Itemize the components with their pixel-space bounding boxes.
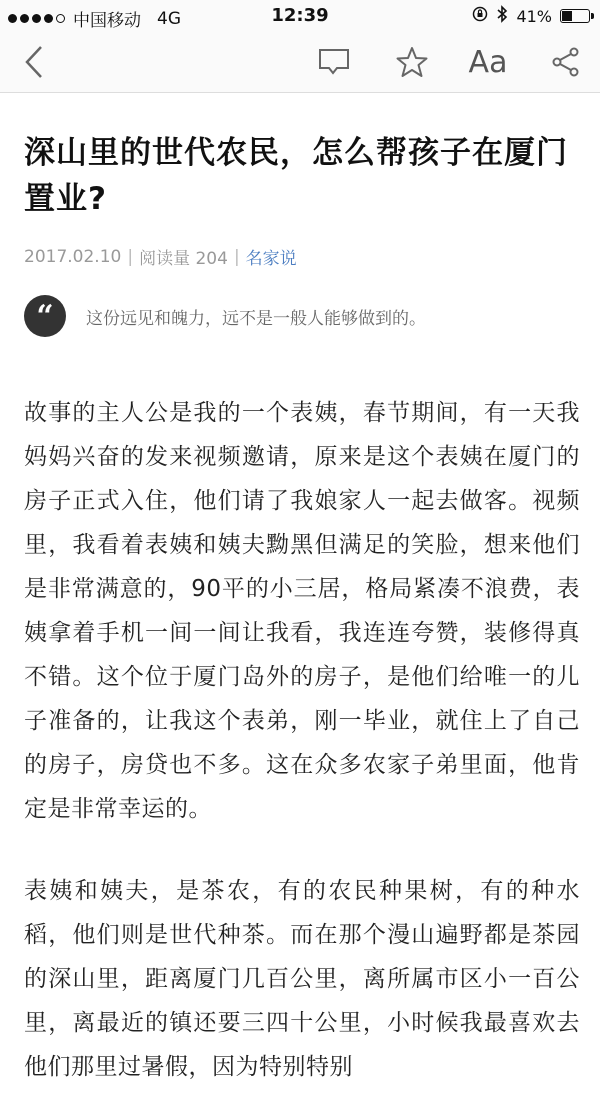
favorite-button[interactable]	[390, 40, 434, 84]
chevron-left-icon	[23, 44, 45, 80]
meta-separator: |	[127, 246, 134, 267]
status-right	[472, 5, 590, 27]
article-meta	[24, 244, 580, 269]
publish-date: 2017.02.10	[24, 246, 122, 267]
star-icon	[396, 46, 428, 78]
status-time: 12:39	[271, 5, 329, 26]
summary-text: 这份远见和魄力，远不是一般人能够做到的。	[86, 308, 426, 329]
status-bar	[0, 0, 600, 32]
comment-button[interactable]	[312, 40, 356, 84]
orientation-lock-icon	[472, 6, 488, 26]
share-button[interactable]	[544, 40, 588, 84]
article-toolbar	[0, 32, 600, 93]
paragraph: 故事的主人公是我的一个表姨，春节期间，有一天我妈妈兴奋的发来视频邀请，原来是这个表姨在厦门的房子正式入住，他们请了我娘家人一起去做客。视频里，我看着表姨和姨夫黝黑但满足的笑脸，想来他们是非常满意的，90平的小三居，格局紧凑不浪费，表姨拿着手机一间一间让我看，我连连夸赞，装修得真不错。这个位于厦门岛外的房子，是他们给唯一的儿子准备的，让我这个表弟，刚一毕业，就住上了自己的房子，房贷也不多。这在众多农家子弟里面，他肯定是非常幸运的。	[24, 400, 580, 822]
bluetooth-icon	[496, 5, 508, 27]
font-size-button[interactable]: Aa	[468, 44, 508, 80]
battery-icon	[560, 9, 590, 23]
article-body	[24, 96, 580, 1112]
network-type: 4G	[157, 8, 181, 29]
column-tag-link[interactable]: 名家说	[245, 249, 297, 269]
meta-separator: |	[233, 246, 240, 267]
back-button[interactable]	[12, 40, 56, 84]
share-icon	[552, 47, 580, 77]
carrier-name: 中国移动	[73, 11, 141, 31]
quote-icon: “	[24, 295, 66, 337]
battery-percent: 41%	[516, 6, 552, 26]
article-title: 深山里的世代农民，怎么帮孩子在厦门置业?	[24, 135, 568, 217]
article-summary	[24, 295, 580, 337]
paragraph: 表姨和姨夫，是茶农，有的农民种果树，有的种水稻，他们则是世代种茶。而在那个漫山遍野都是茶园的深山里，距离厦门几百公里，离所属市区小一百公里，离最近的镇还要三四十公里，小时候我最喜欢去他们那里过暑假，因为特别特别	[24, 878, 580, 1080]
comment-icon	[318, 48, 350, 76]
read-count: 阅读量 204	[139, 249, 228, 269]
